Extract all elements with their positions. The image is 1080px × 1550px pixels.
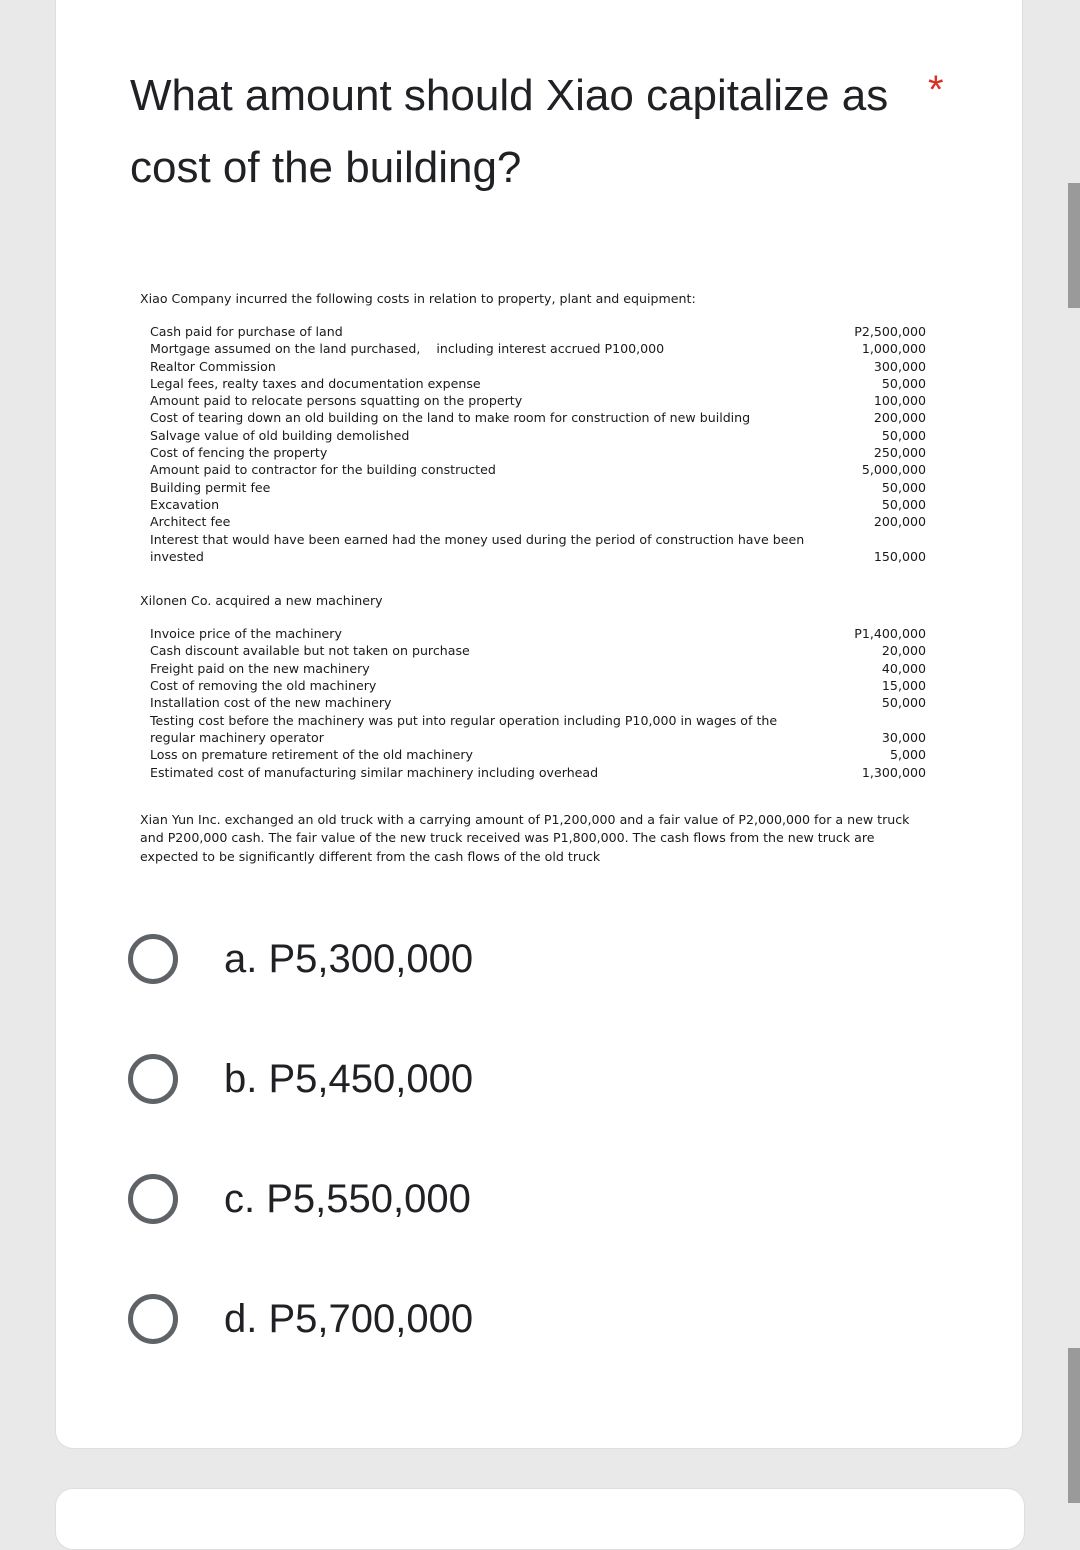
scrollbar-thumb[interactable] [1068,183,1080,308]
xiao-cost-table [150,323,926,565]
option-c[interactable] [128,1168,473,1230]
table-row: Building permit fee 50,000 [150,479,926,495]
table-row: Excavation 50,000 [150,496,926,512]
table-row: Salvage value of old building demolished 50,000 [150,427,926,443]
table-row: Realtor Commission 300,000 [150,358,926,374]
table-row: Cash paid for purchase of land P2,500,000 [150,324,926,339]
question-title: What amount should Xiao capitalize as cost of the building? [130,71,889,192]
table-row: Mortgage assumed on the land purchased, including interest accrued P100,000 1,000,000 [150,341,926,357]
table-row: Cost of fencing the property 250,000 [150,445,926,461]
option-label: d. P5,700,000 [224,1296,474,1341]
table-row: Freight paid on the new machinery 40,000 [150,660,926,676]
radio-circle-icon[interactable] [128,1054,178,1104]
table-row: Installation cost of the new machinery 50,000 [150,695,926,711]
table-row: Architect fee 200,000 [150,514,926,530]
table-row: Interest that would have been earned had the money used during the period of construction have been invested 150,000 [150,531,926,564]
answer-options [128,928,473,1408]
radio-circle-icon[interactable] [128,934,178,984]
option-label: c. P5,550,000 [224,1176,471,1221]
xilonen-cost-table [150,625,926,781]
table-row: Cash discount available but not taken on purchase 20,000 [150,643,926,659]
next-question-card [55,1488,1025,1550]
table-row: Cost of removing the old machinery 15,000 [150,678,926,694]
table-row: Amount paid to contractor for the building constructed 5,000,000 [150,462,926,478]
problem-image [140,290,935,866]
table-row: Legal fees, realty taxes and documentation expense 50,000 [150,375,926,391]
option-a[interactable] [128,928,473,990]
xilonen-intro: Xilonen Co. acquired a new machinery [140,593,383,609]
table-row: Testing cost before the machinery was put into regular operation including P10,000 in wages of the regular machinery operator 30,000 [150,712,926,745]
table-row: Invoice price of the machinery P1,400,000 [150,626,926,642]
radio-circle-icon[interactable] [128,1174,178,1224]
option-d[interactable] [128,1288,473,1350]
option-label: b. P5,450,000 [224,1056,474,1101]
table-row: Cost of tearing down an old building on the land to make room for construction of new building 200,000 [150,410,926,426]
xian-yun-paragraph: Xian Yun Inc. exchanged an old truck with a carrying amount of P1,200,000 and a fair value of P2,000,000 for a new truck and P200,000 cash. The fair value of the new truck received was P1,800,000. The cash flows from the new truck are expected to be significantly different from the cash flows of the old truck [140,811,910,864]
option-b[interactable] [128,1048,473,1110]
option-label: a. P5,300,000 [224,936,474,981]
scrollbar-thumb-lower[interactable] [1068,1348,1080,1503]
table-row: Loss on premature retirement of the old machinery 5,000 [150,747,926,763]
xiao-intro: Xiao Company incurred the following costs in relation to property, plant and equipment: [140,291,696,306]
required-asterisk: * [928,68,944,112]
radio-circle-icon[interactable] [128,1294,178,1344]
table-row: Estimated cost of manufacturing similar machinery including overhead 1,300,000 [150,764,926,780]
table-row: Amount paid to relocate persons squatting on the property 100,000 [150,393,926,409]
